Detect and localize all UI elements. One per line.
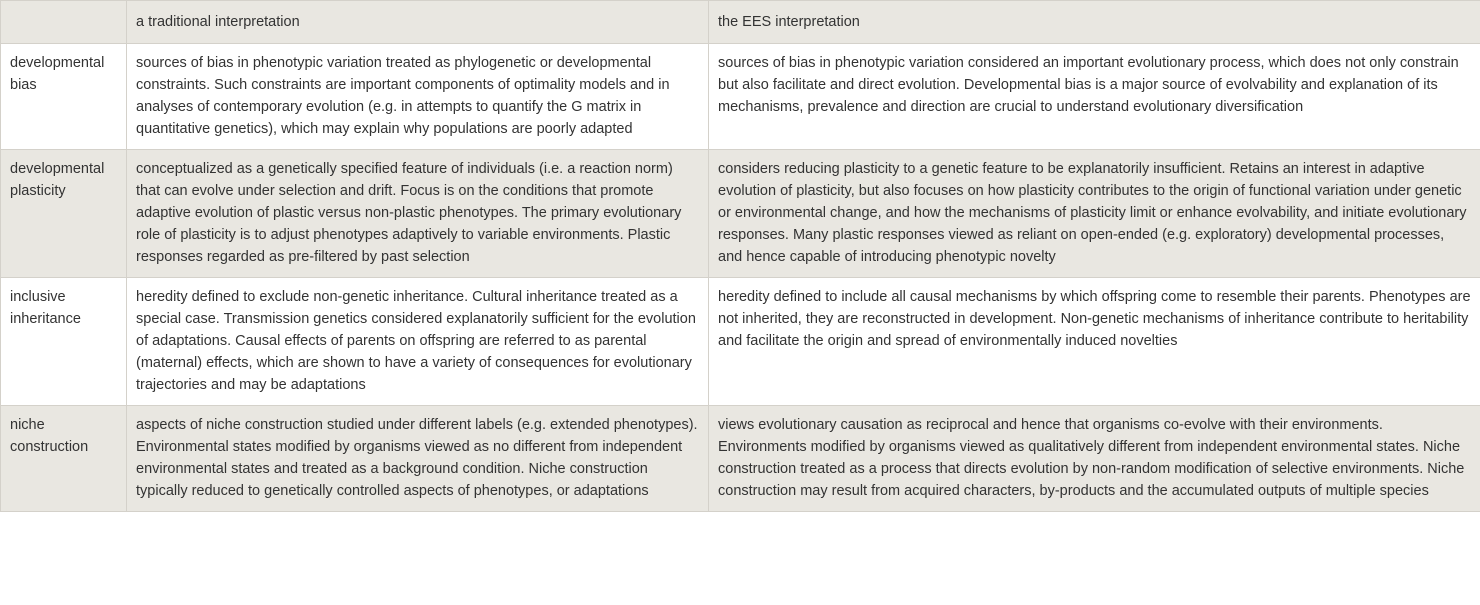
row-label: developmental plasticity [1,150,127,278]
traditional-cell: aspects of niche construction studied under different labels (e.g. extended phenotypes). Environmental states modified by organisms viewed as no different from independent environmental states and treated as a background condition. Niche construction typically reduced to genetically controlled aspects of phenotypes, or adaptations [127,406,709,512]
header-traditional: a traditional interpretation [127,1,709,44]
table-row [1,278,1480,406]
ees-cell: heredity defined to include all causal mechanisms by which offspring come to resemble their parents. Phenotypes are not inherited, they are reconstructed in development. Non-genetic mechanisms of inheritance contribute to heritability and facilitate the origin and spread of environmentally induced novelties [709,278,1480,406]
traditional-cell: conceptualized as a genetically specified feature of individuals (i.e. a reaction norm) that can evolve under selection and drift. Focus is on the conditions that promote adaptive evolution of plastic versus non-plastic phenotypes. The primary evolutionary role of plasticity is to adjust phenotypes adaptively to variable environments. Plastic responses regarded as pre-filtered by past selection [127,150,709,278]
header-ees: the EES interpretation [709,1,1480,44]
table-header [1,1,1480,44]
ees-cell: sources of bias in phenotypic variation considered an important evolutionary process, which does not only constrain but also facilitate and direct evolution. Developmental bias is a major source of evolvability and explanation of its mechanisms, prevalence and direction are crucial to understand evolutionary diversification [709,44,1480,150]
table-row [1,406,1480,512]
traditional-cell: sources of bias in phenotypic variation treated as phylogenetic or developmental constraints. Such constraints are important components of optimality models and in analyses of contemporary evolution (e.g. in attempts to quantify the G matrix in quantitative genetics), which may explain why populations are poorly adapted [127,44,709,150]
ees-cell: considers reducing plasticity to a genetic feature to be explanatorily insufficient. Retains an interest in adaptive evolution of plasticity, but also focuses on how plasticity contributes to the origin of functional variation under genetic or environmental change, and how the mechanisms of plasticity limit or enhance evolvability, and initiate evolutionary responses. Many plastic responses viewed as reliant on open-ended (e.g. exploratory) developmental processes, and hence capable of introducing phenotypic novelty [709,150,1480,278]
table-row [1,150,1480,278]
row-label: niche construction [1,406,127,512]
header-empty-cell [1,1,127,44]
table-row [1,44,1480,150]
row-label: inclusive inheritance [1,278,127,406]
table-body [1,44,1480,512]
header-row [1,1,1480,44]
row-label: developmental bias [1,44,127,150]
traditional-cell: heredity defined to exclude non-genetic inheritance. Cultural inheritance treated as a special case. Transmission genetics considered explanatorily sufficient for the evolution of adaptations. Causal effects of parents on offspring are referred to as parental (maternal) effects, which are shown to have a variety of consequences for evolutionary trajectories and may be adaptations [127,278,709,406]
ees-cell: views evolutionary causation as reciprocal and hence that organisms co-evolve with their environments. Environments modified by organisms viewed as qualitatively different from independent environmental states. Niche construction treated as a process that directs evolution by non-random modification of selective environments. Niche construction may result from acquired characters, by-products and the accumulated outputs of multiple species [709,406,1480,512]
